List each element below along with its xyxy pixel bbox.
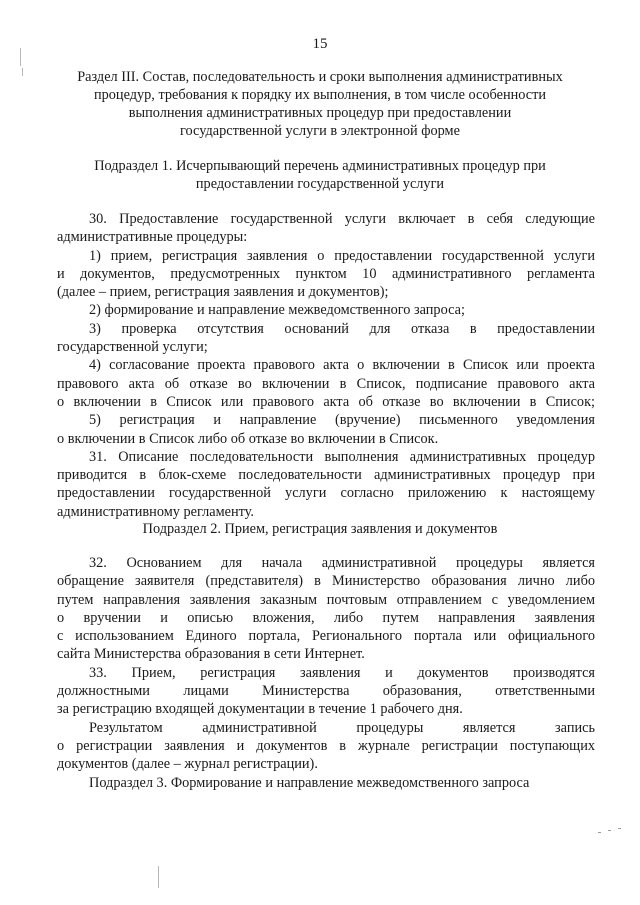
paragraph-line: административные процедуры: bbox=[57, 229, 248, 246]
section-title-line: Раздел III. Состав, последовательность и сроки выполнения административных bbox=[77, 69, 563, 85]
paragraph-line: 31. Описание последовательности выполнения административных процедур bbox=[89, 448, 595, 465]
paragraph-line: о регистрации заявления и документов в журнале регистрации поступающих bbox=[57, 737, 595, 754]
paragraph-line: и документов, предусмотренных пунктом 10 административного регламента bbox=[57, 265, 595, 282]
page-number: 15 bbox=[312, 36, 328, 52]
paragraph-line: приводится в блок-схеме последовательности административных процедур при bbox=[57, 467, 595, 484]
procedures-list-block bbox=[57, 210, 595, 521]
paragraph-line: 4) согласование проекта правового акта о включении в Список или проекта bbox=[89, 357, 595, 374]
paragraph-line: документов (далее – журнал регистрации). bbox=[57, 756, 318, 773]
paragraph-line: о включении в Список или правового акта об отказе во включении в Список; bbox=[57, 393, 595, 410]
paragraph-line: 3) проверка отсутствия оснований для отказа в предоставлении bbox=[89, 320, 595, 337]
paragraph-line: обращение заявителя (представителя) в Министерство образования лично либо bbox=[57, 573, 595, 590]
paragraph-line: о вручении и описью вложения, либо путем направления заявления bbox=[57, 609, 595, 626]
section-title-line: процедур, требования к порядку их выполнения, в том числе особенности bbox=[93, 87, 547, 103]
section-title-line: государственной услуги в электронной форме bbox=[180, 123, 460, 139]
scan-artifact bbox=[158, 866, 159, 888]
paragraph-line: путем направления заявления заказным почтовым отправлением с уведомлением bbox=[57, 591, 595, 608]
subsection-title-line: Подраздел 1. Исчерпывающий перечень административных процедур при bbox=[94, 158, 546, 174]
subsection-2-title bbox=[60, 520, 580, 538]
reception-block bbox=[57, 554, 595, 792]
paragraph-line: Результатом административной процедуры является запись bbox=[89, 719, 595, 736]
paragraph-line: за регистрацию входящей документации в течение 1 рабочего дня. bbox=[57, 701, 463, 718]
subsection-title-line: предоставлении государственной услуги bbox=[195, 176, 445, 192]
paragraph-line: предоставлении государственной услуги согласно приложению к настоящему bbox=[57, 485, 595, 502]
section-title bbox=[60, 68, 580, 140]
paragraph-line: административному регламенту. bbox=[57, 503, 254, 520]
paragraph-line: о включении в Список либо об отказе во включении в Список. bbox=[57, 430, 439, 447]
subsection-title-line: Подраздел 2. Прием, регистрация заявления и документов bbox=[142, 521, 498, 537]
subsection-1-title bbox=[60, 157, 580, 193]
paragraph-line: 30. Предоставление государственной услуги включает в себя следующие bbox=[89, 211, 595, 227]
paragraph-line: с использованием Единого портала, Регионального портала или официального bbox=[57, 628, 595, 645]
paragraph-line: 32. Основанием для начала административной процедуры является bbox=[89, 555, 595, 571]
subsection-3-title: Подраздел 3. Формирование и направление межведомственного запроса bbox=[89, 774, 530, 791]
section-title-line: выполнения административных процедур при предоставлении bbox=[128, 105, 512, 121]
paragraph-line: государственной услуги; bbox=[57, 339, 208, 356]
paragraph-line: сайта Министерства образования в сети Интернет. bbox=[57, 646, 365, 663]
paragraph-line: 1) прием, регистрация заявления о предоставлении государственной услуги bbox=[89, 247, 595, 264]
scan-artifact bbox=[608, 830, 611, 831]
scan-artifact bbox=[618, 828, 621, 829]
scan-artifact bbox=[22, 68, 23, 76]
paragraph-line: 5) регистрация и направление (вручение) письменного уведомления bbox=[89, 412, 595, 429]
paragraph-line: (далее – прием, регистрация заявления и документов); bbox=[57, 284, 389, 301]
paragraph-line: 33. Прием, регистрация заявления и документов производятся bbox=[89, 664, 595, 681]
paragraph-line: 2) формирование и направление межведомственного запроса; bbox=[89, 302, 465, 319]
paragraph-line: должностными лицами Министерства образования, ответственными bbox=[57, 683, 595, 700]
scan-artifact bbox=[598, 832, 601, 833]
paragraph-line: правового акта об отказе во включении в Список, подписание правового акта bbox=[57, 375, 595, 392]
